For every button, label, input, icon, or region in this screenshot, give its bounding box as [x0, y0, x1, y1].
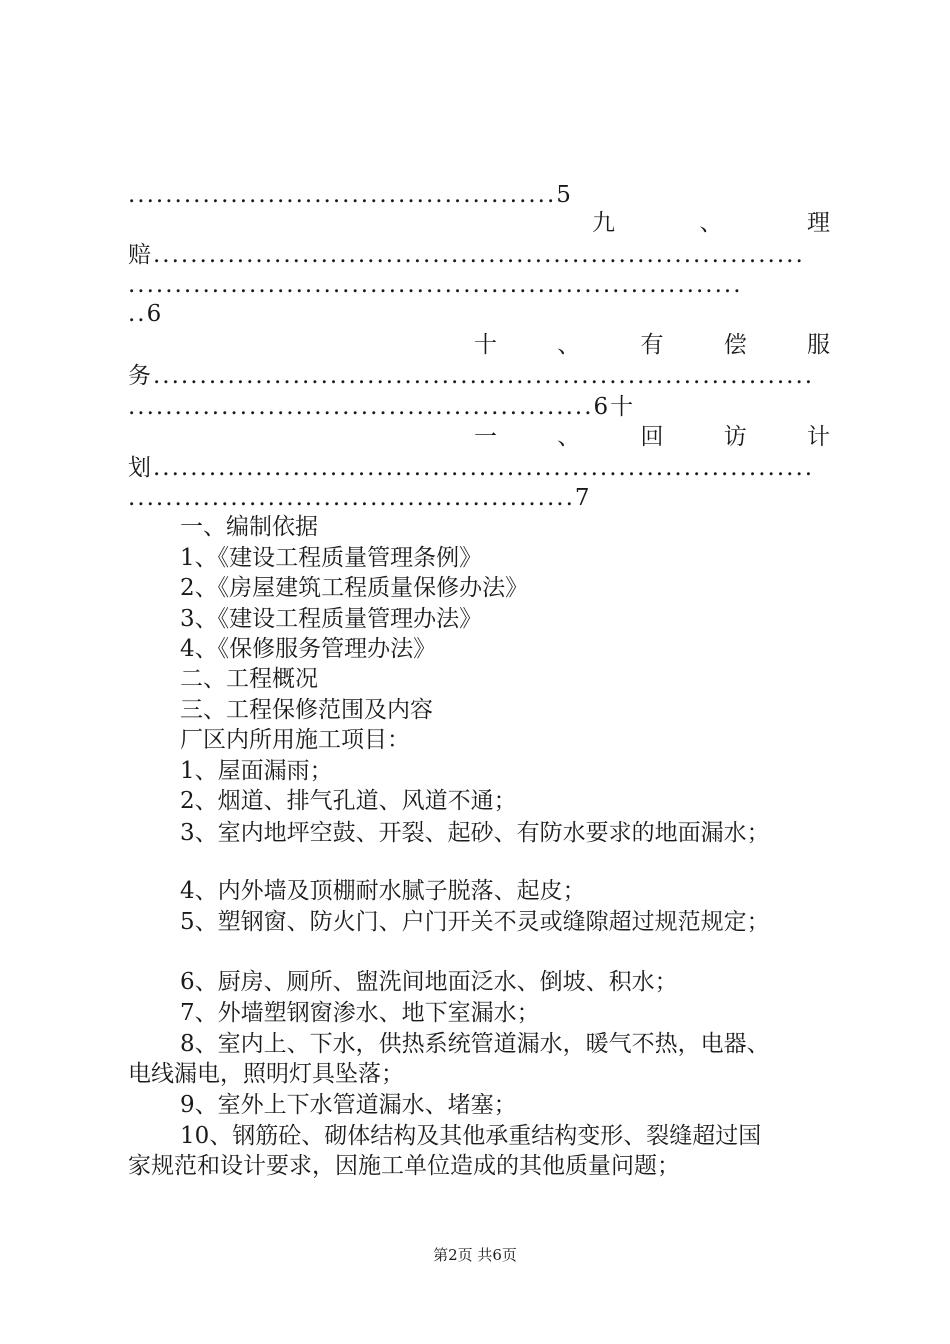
- list-item: 6、厨房、厕所、盥洗间地面泛水、倒坡、积水；: [180, 969, 678, 995]
- toc-char: 一: [474, 424, 497, 450]
- section-heading: 二、工程概况: [180, 666, 318, 692]
- list-item: 3、《建设工程质量管理办法》: [180, 606, 483, 632]
- toc-char: 服: [807, 332, 830, 358]
- toc-item-11-heading: [474, 422, 830, 452]
- toc-item-11-tail: 划.......................................................................: [128, 455, 815, 481]
- list-item: 5、塑钢窗、防火门、户门开关不灵或缝隙超过规范规定；: [180, 909, 770, 935]
- list-item: 7、外墙塑钢窗渗水、地下室漏水；: [180, 1000, 540, 1026]
- list-item: 4、《保修服务管理办法》: [180, 636, 437, 662]
- list-item: 1、《建设工程质量管理条例》: [180, 545, 483, 571]
- toc-char: 、: [557, 332, 581, 358]
- section-heading: 三、工程保修范围及内容: [180, 697, 433, 723]
- toc-page-number: ................................................7: [128, 485, 592, 511]
- toc-dots-line: ..............................................5: [128, 182, 573, 208]
- section-heading: 一、编制依据: [180, 514, 318, 540]
- toc-char: 偿: [723, 332, 747, 358]
- list-item-continuation: 家规范和设计要求，因施工单位造成的其他质量问题；: [128, 1153, 680, 1179]
- list-item: 10、钢筋砼、砌体结构及其他承重结构变形、裂缝超过国: [180, 1123, 762, 1149]
- toc-char: 九: [592, 210, 615, 236]
- list-item-continuation: 电线漏电，照明灯具坠落；: [128, 1061, 404, 1087]
- list-item: 9、室外上下水管道漏水、堵塞；: [180, 1092, 517, 1118]
- list-item: 4、内外墙及顶棚耐水腻子脱落、起皮；: [180, 878, 586, 904]
- toc-char: 回: [640, 424, 664, 450]
- toc-char: 理: [807, 210, 830, 236]
- page-footer: 第2页 共6页: [433, 1246, 517, 1264]
- toc-char: 、: [699, 210, 723, 236]
- toc-char: 计: [807, 424, 830, 450]
- toc-item-10-heading: [474, 330, 830, 360]
- list-item: 3、室内地坪空鼓、开裂、起砂、有防水要求的地面漏水；: [180, 820, 770, 846]
- toc-dots-line: ..................................................6十: [128, 394, 636, 420]
- toc-char: 有: [640, 332, 664, 358]
- toc-item-10-tail: 务.......................................................................: [128, 363, 815, 389]
- toc-item-9-tail: 赔......................................................................: [128, 242, 805, 268]
- toc-item-9-heading: [592, 208, 830, 238]
- toc-dots-line: ..................................................................: [128, 272, 743, 298]
- list-item: 8、室内上、下水，供热系统管道漏水，暖气不热，电器、: [180, 1031, 770, 1057]
- list-item: 2、烟道、排气孔道、风道不通；: [180, 788, 517, 814]
- list-item: 2、《房屋建筑工程质量保修办法》: [180, 575, 529, 601]
- list-item: 1、屋面漏雨；: [180, 758, 333, 784]
- paragraph: 厂区内所用施工项目：: [180, 727, 410, 753]
- toc-page-number: ..6: [128, 301, 164, 327]
- toc-char: 访: [723, 424, 747, 450]
- toc-char: 、: [557, 424, 581, 450]
- toc-char: 十: [474, 332, 497, 358]
